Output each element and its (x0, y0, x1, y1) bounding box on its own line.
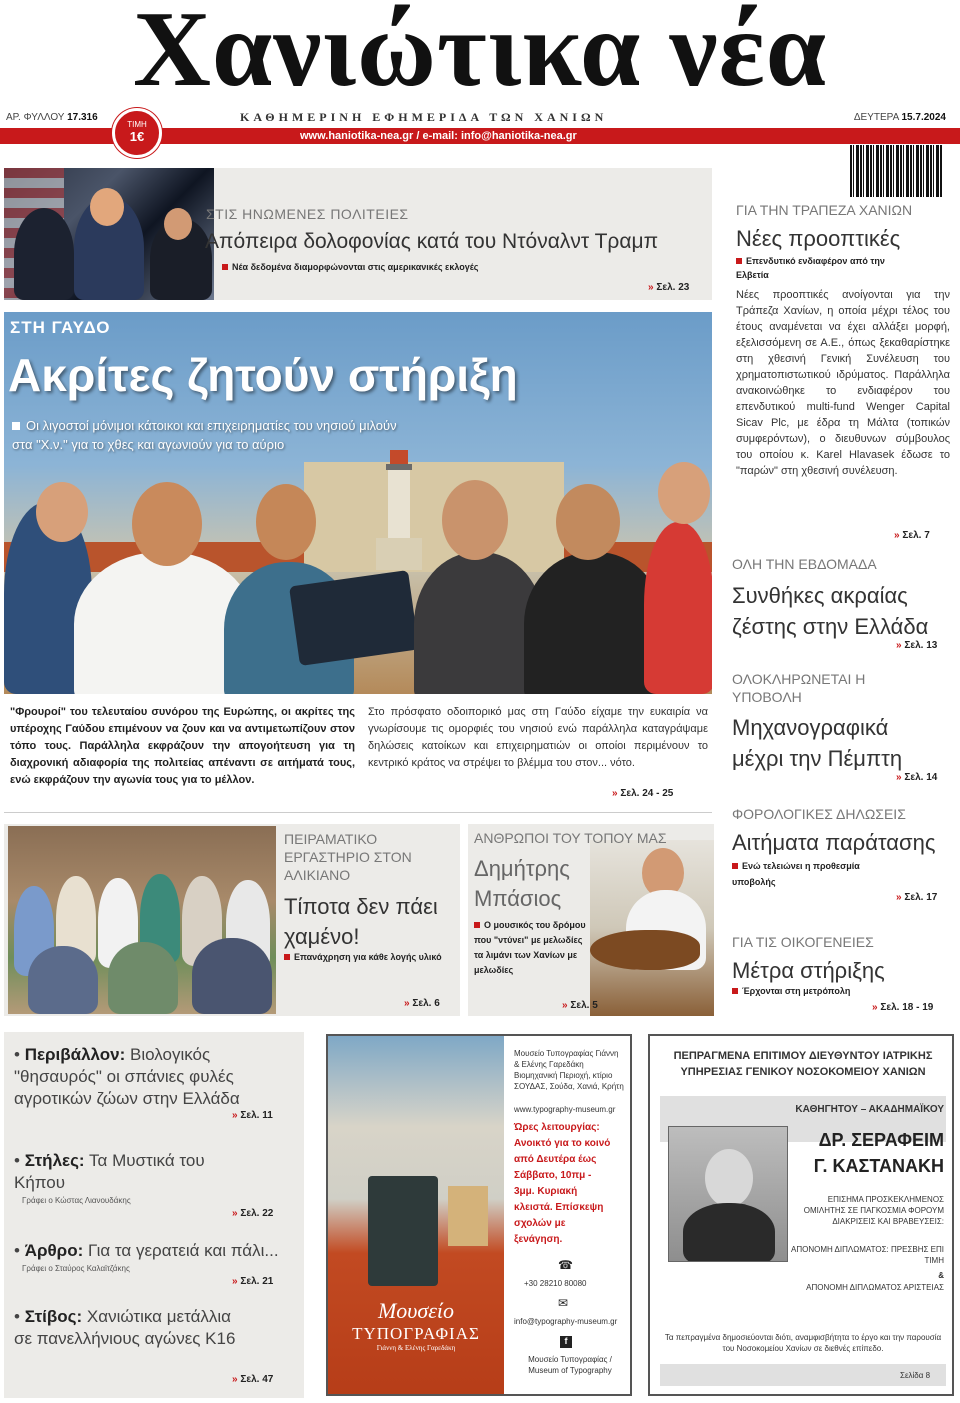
tax-kicker: ΦΟΡΟΛΟΓΙΚΕΣ ΔΗΛΩΣΕΙΣ (732, 806, 906, 822)
hero-page: » Σελ. 24 - 25 (612, 788, 674, 799)
tax-sub: Ενώ τελειώνει η προθεσμία υποβολής (732, 858, 892, 890)
museum-social: Μουσείο Τυπογραφίας / Museum of Typography (528, 1355, 612, 1375)
newspaper-title: Χανιώτικα νέα (132, 0, 827, 109)
issue-date: ΔΕΥΤΕΡΑ 15.7.2024 (853, 112, 946, 123)
notice-name-1: ΔΡ. ΣΕΡΑΦΕΙΜ (818, 1130, 944, 1150)
feat1-kicker: ΠΕΙΡΑΜΑΤΙΚΟ ΕΡΓΑΣΤΗΡΙΟ ΣΤΟΝ ΑΛΙΚΙΑΝΟ (284, 831, 412, 883)
museum-ad[interactable] (326, 1034, 632, 1396)
bank-kicker: ΓΙΑ ΤΗΝ ΤΡΑΠΕΖΑ ΧΑΝΙΩΝ (736, 202, 913, 218)
barcode-image (850, 145, 942, 197)
feat2-page: » Σελ. 5 (562, 1000, 598, 1011)
forms-page: » Σελ. 14 (896, 772, 938, 783)
museum-email[interactable]: info@typography-museum.gr (514, 1317, 618, 1326)
notice-page: Σελίδα 8 (900, 1371, 931, 1380)
contact-text[interactable]: www.haniotika-nea.gr / e-mail: info@haniotika-nea.gr (300, 130, 577, 142)
phone-icon: ☎ (558, 1258, 573, 1272)
heat-page: » Σελ. 13 (896, 640, 938, 651)
notice-line-2: ΑΠΟΝΟΜΗ ΔΙΠΛΩΜΑΤΟΣ: ΠΡΕΣΒΗΣ ΕΠΙ ΤΙΜΗ (791, 1245, 944, 1265)
family-sub: Έρχονται στη μετρόπολη (732, 986, 850, 996)
portrait-photo (668, 1126, 788, 1262)
notice-footer: Τα πεπραγμένα δημοσιεύονται διότι, αναμφισβήτητα το έργο και την παρουσία του Νοσοκομείου Χανίων σε διεθνές επίπεδο. (664, 1333, 942, 1353)
index-item-credit: Γράφει ο Σταύρος Καλαϊτζάκης (22, 1264, 130, 1273)
notice-line-1: ΕΠΙΣΗΜΑ ΠΡΟΣΚΕΚΛΗΜΕΝΟΣ ΟΜΙΛΗΤΗΣ ΣΕ ΠΑΓΚΟΣΜΙΑ ΦΟΡΟΥΜ ΔΙΑΚΡΙΣΕΙΣ ΚΑΙ ΒΡΑΒΕΥΣΕΙΣ: (803, 1195, 944, 1226)
heat-kicker: ΟΛΗ ΤΗΝ ΕΒΔΟΜΑΔΑ (732, 556, 877, 572)
feat1-sub: Επανάχρηση για κάθε λογής υλικό (284, 950, 444, 965)
index-item[interactable]: • Άρθρο: Για τα γερατειά και πάλι... (14, 1241, 279, 1260)
museum-hours: Ώρες λειτουργίας: Ανοικτό για το κοινό από Δευτέρα έως Σάββατο, 10πμ - 3μμ. Κυριακή κλειστά. Επίσκεψη σχολών με ξενάγηση. (514, 1122, 611, 1245)
index-item-credit: Γράφει ο Κώστας Λιανουδάκης (22, 1196, 131, 1205)
hero-sub: Οι λιγοστοί μόνιμοι κάτοικοι και επιχειρηματίες του νησιού μιλούν στα "Χ.ν." για το χθες και αγωνιούν για το αύριο (12, 416, 412, 454)
bank-page: » Σελ. 7 (894, 530, 930, 541)
bank-sub: Επενδυτικό ενδιαφέρον από την Ελβετία (736, 256, 885, 280)
index-item-page: » Σελ. 11 (232, 1110, 273, 1121)
newspaper-subtitle: ΚΑΘΗΜΕΡΙΝΗ ΕΦΗΜΕΡΙΔΑ ΤΩΝ ΧΑΝΙΩΝ (240, 110, 608, 124)
tax-page: » Σελ. 17 (896, 892, 938, 903)
notice-title: ΠΕΠΡΑΓΜΕΝΑ ΕΠΙΤΙΜΟΥ ΔΙΕΥΘΥΝΤΟΥ ΙΑΤΡΙΚΗΣ ΥΠΗΡΕΣΙΑΣ ΓΕΝΙΚΟΥ ΝΟΣΟΚΟΜΕΙΟΥ ΧΑΝΙΩΝ (673, 1050, 933, 1078)
museum-phone[interactable]: +30 28210 80080 (524, 1279, 587, 1288)
trump-sub: Νέα δεδομένα διαμορφώνονται στις αμερικανικές εκλογές (222, 262, 478, 272)
family-headline[interactable]: Μέτρα στήριξης (732, 958, 885, 983)
notice-line-3: ΑΠΟΝΟΜΗ ΔΙΠΛΩΜΑΤΟΣ ΑΡΙΣΤΕΙΑΣ (806, 1283, 944, 1292)
museum-web[interactable]: www.typography-museum.gr (514, 1105, 616, 1114)
feat1-headline[interactable]: Τίποτα δεν πάει χαμένο! (284, 894, 438, 949)
musician-photo (590, 840, 714, 1016)
group-photo (8, 826, 276, 1014)
forms-headline[interactable]: Μηχανογραφικά μέχρι την Πέμπτη (732, 715, 903, 771)
divider (4, 812, 712, 813)
index-item-page: » Σελ. 21 (232, 1276, 274, 1287)
facebook-icon[interactable]: f (560, 1336, 572, 1348)
feat1-page: » Σελ. 6 (404, 998, 440, 1009)
hero-headline[interactable]: Ακρίτες ζητούν στήριξη (8, 349, 518, 401)
hero-text-body: Στο πρόσφατο οδοιπορικό μας στη Γαύδο είχαμε την ευκαιρία να γνωρίσουμε τις ομορφιές του νησιού ενώ παράλληλα καταγράψαμε δηλώσεις κατοίκων και επιχειρηματιών οι οποίοι περιμένουν το κεντρικό κράτος να στρέψει το βλέμμα του στον... νότο. (368, 706, 708, 769)
heat-headline[interactable]: Συνθήκες ακραίας ζέστης στην Ελλάδα (732, 583, 929, 639)
family-page: » Σελ. 18 - 19 (872, 1002, 934, 1013)
notice-name-2: Γ. ΚΑΣΤΑΝΑΚΗ (813, 1156, 944, 1176)
hero-text-lead: "Φρουροί" του τελευταίου συνόρου της Ευρώπης, οι ακρίτες της υπέροχης Γαύδου επιμένουν να ζουν και να αντιμετωπίζουν στον τόπο τους. Παράλληλα εκφράζουν την απογοήτευση για τη διαχρονική αδιαφορία της πολιτείας απέναντι σε αιτήματά τους, ενώ εκφράζουν την αγωνία τους για το μέλλον. (10, 706, 355, 786)
feat2-headline[interactable]: Δημήτρης Μπάσιος (474, 856, 570, 911)
family-kicker: ΓΙΑ ΤΙΣ ΟΙΚΟΓΕΝΕΙΕΣ (732, 934, 874, 950)
index-item-page: » Σελ. 47 (232, 1374, 274, 1385)
index-item[interactable]: • Περιβάλλον: Βιολογικός "θησαυρός" οι σπάνιες φυλές αγροτικών ζώων στην Ελλάδα (14, 1045, 240, 1108)
hospital-notice (648, 1034, 954, 1396)
hero-kicker: ΣΤΗ ΓΑΥΔΟ (10, 318, 111, 337)
forms-kicker: ΟΛΟΚΛΗΡΩΝΕΤΑΙ Η ΥΠΟΒΟΛΗ (732, 671, 866, 705)
notice-amp: & (938, 1271, 944, 1280)
index-item[interactable]: • Στήλες: Τα Μυστικά του Κήπου (14, 1151, 205, 1192)
bank-headline[interactable]: Νέες προοπτικές (736, 226, 901, 251)
lighthouse-image (372, 440, 426, 570)
trump-page: » Σελ. 23 (648, 282, 690, 293)
trump-kicker: ΣΤΙΣ ΗΝΩΜΕΝΕΣ ΠΟΛΙΤΕΙΕΣ (206, 206, 409, 222)
issue-number: ΑΡ. ΦΥΛΛΟΥ 17.316 (6, 112, 98, 123)
tax-headline[interactable]: Αιτήματα παράτασης (732, 830, 936, 855)
museum-info: Μουσείο Τυπογραφίας Γιάννη & Ελένης Γαρεδάκη Βιομηχανική Περιοχή, κτίριο ΣΟΥΔΑΣ, Σούδα, Χανιά, Κρήτη (514, 1049, 624, 1091)
notice-role: ΚΑΘΗΓΗΤΟΥ – ΑΚΑΔΗΜΑΪΚΟΥ (795, 1104, 944, 1115)
mail-icon: ✉ (558, 1296, 569, 1310)
price-badge: ΤΙΜΗ 1€ (112, 108, 162, 158)
museum-photo: Μουσείο ΤΥΠΟΓΡΑΦΙΑΣ Γιάννη & Ελένης Γαρεδάκη (328, 1036, 504, 1396)
bank-text: Νέες προοπτικές ανοίγονται για την Τράπεζα Χανίων, η οποία μέχρι τέλος του έτους αναμένεται να έχει αλλάξει μορφή, εξελισσόμενη σε Α.Ε., όπως ξεκαθαρίστηκε στη χθεσινή Γενική Συνέλευση του χρηματοπιστωτικού ιδρύματος. Παράλληλα ανακοινώθηκε το ενδιαφέρον του επενδυτικού multi-fund Wenger Capital Sicav Plc, με έδρα τη Μάλτα (τοπικών συμφερόντων), ο διευθυνων σύμβουλος του οποίου κ. Karel Hlavasek έδωσε το "παρών" στη χθεσινή συνέλευση. (736, 289, 950, 477)
trump-headline[interactable]: Απόπειρα δολοφονίας κατά του Ντόναλντ Τραμπ (205, 230, 659, 253)
index-item[interactable]: • Στίβος: Χανιώτικα μετάλλια σε πανελλήνιους αγώνες Κ16 (14, 1307, 236, 1348)
index-item-page: » Σελ. 22 (232, 1208, 274, 1219)
trump-photo (4, 168, 214, 300)
feat2-sub: Ο μουσικός του δρόμου που "ντύνει" με μελωδίες τα λιμάνι των Χανίων με μελωδίες (474, 918, 594, 978)
masthead (0, 0, 960, 112)
feat2-kicker: ΑΝΘΡΩΠΟΙ ΤΟΥ ΤΟΠΟΥ ΜΑΣ (474, 830, 667, 846)
